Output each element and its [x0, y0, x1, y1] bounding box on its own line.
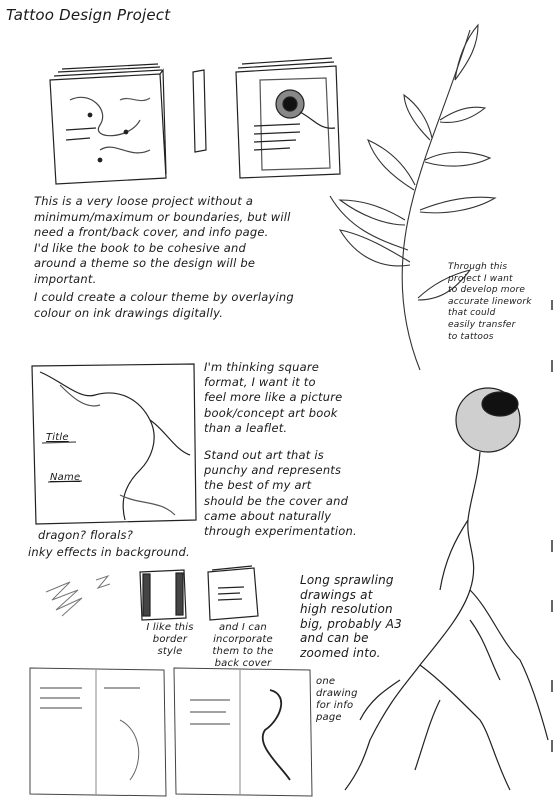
colour-note: I could create a colour theme by overlaying colour on ink drawings digitally. — [34, 290, 294, 320]
cover-title-label: Title — [46, 432, 69, 443]
incorporate-note: and I can incorporate them to the back cover — [212, 622, 274, 669]
book-spine — [193, 70, 206, 152]
book-mockup-eye — [236, 58, 340, 178]
cover-sketch — [32, 364, 196, 524]
stand-out-note: Stand out art that is punchy and represents the best of my art should be the cover and came about naturally through experimentation. — [204, 448, 357, 539]
dragon-note: dragon? florals? — [38, 528, 134, 542]
cover-name-label: Name — [50, 472, 81, 483]
intro-note: This is a very loose project without a minimum/maximum or boundaries, but will need a front/back cover, and info page. I'd like the book to be cohesive and around a theme so the design will be important. — [34, 194, 291, 286]
info-page-spread-left — [30, 668, 166, 796]
back-cover-mockup — [208, 566, 258, 620]
page-title: Tattoo Design Project — [6, 6, 171, 24]
inky-scribble — [46, 576, 110, 616]
square-format-note: I'm thinking square format, I want it to feel more like a picture book/concept art book than a leaflet. — [204, 360, 343, 435]
info-page-note: one drawing for info page — [316, 676, 358, 723]
info-page-spread-right — [174, 668, 312, 796]
side-note: Through this project I want to develop more accurate linework that could easily transfer to tattoos — [448, 262, 532, 342]
border-style-mockup — [140, 570, 186, 620]
book-mockup-front — [50, 64, 166, 184]
inky-note: inky effects in background. — [28, 545, 190, 559]
border-style-note: I like this border style — [146, 622, 194, 657]
long-drawings-note: Long sprawling drawings at high resolution big, probably A3 and can be zoomed into. — [300, 573, 402, 660]
